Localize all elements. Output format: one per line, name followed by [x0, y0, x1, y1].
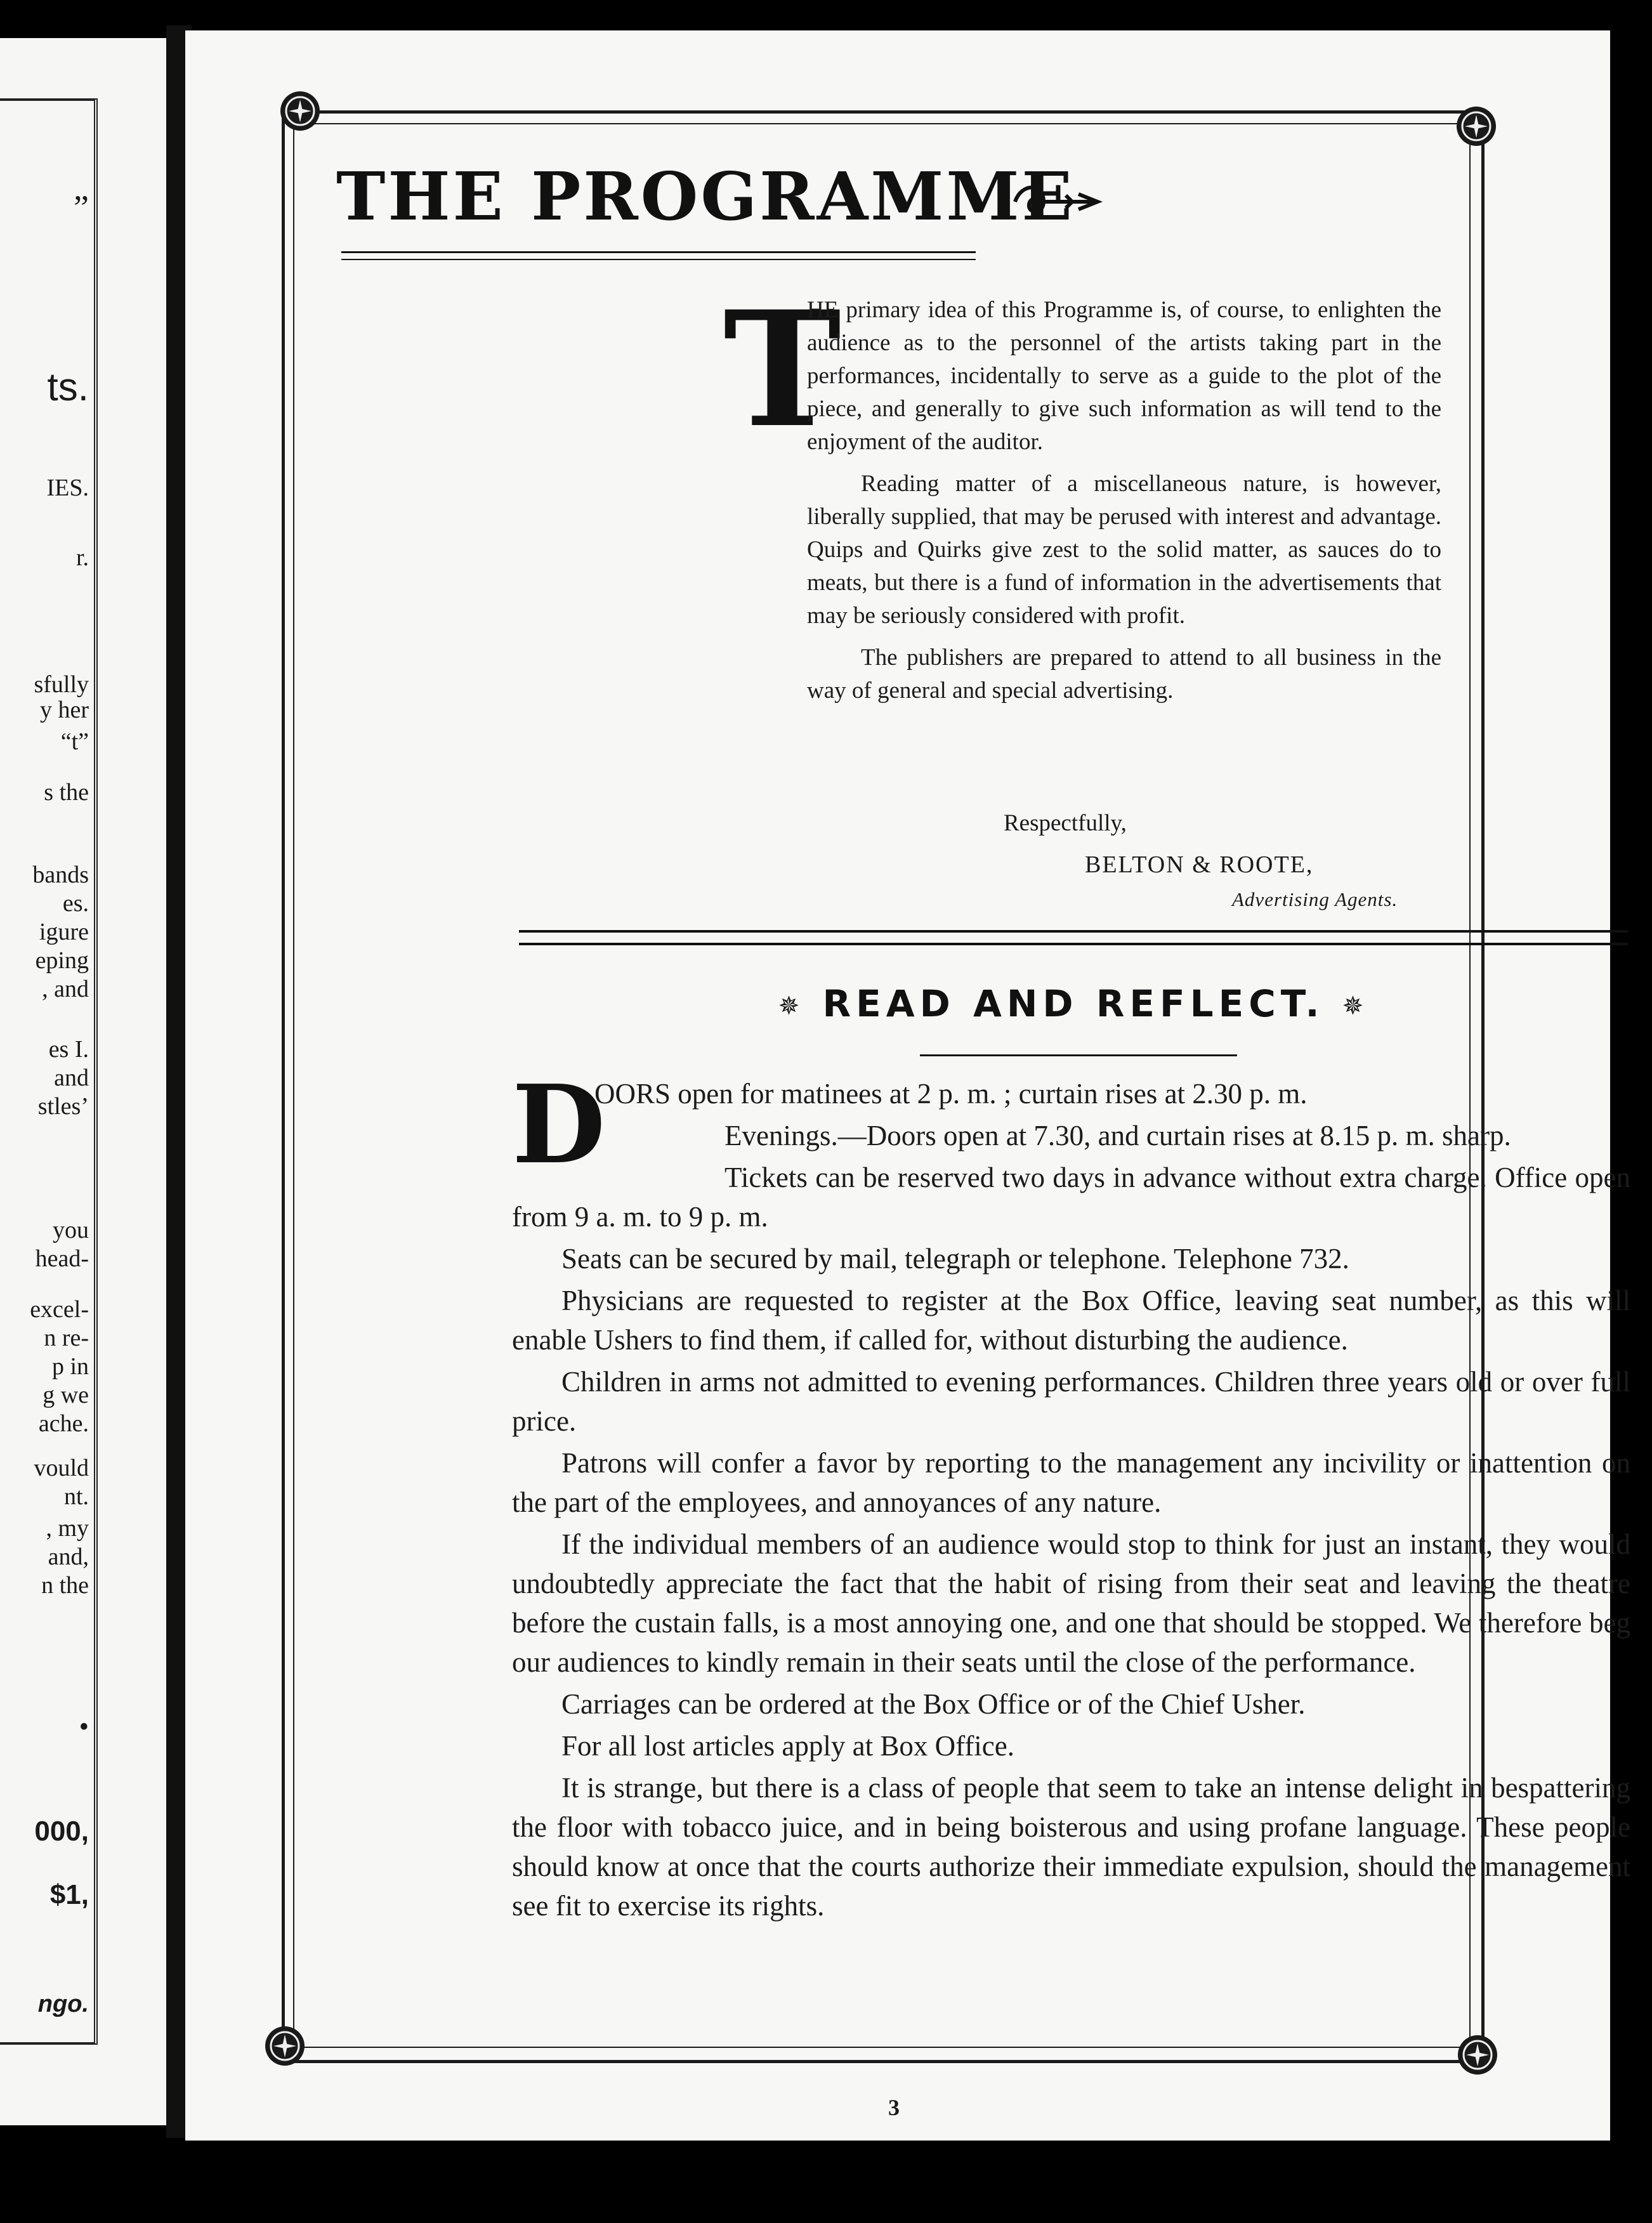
- intro-paragraph: [723, 276, 1441, 462]
- left-text-fragment: es.: [62, 890, 89, 917]
- corner-rosette-icon: [1457, 107, 1496, 146]
- notice-paragraph: For all lost articles apply at Box Office.: [561, 1730, 1015, 1762]
- left-text-fragment: head-: [35, 1245, 89, 1272]
- notice-paragraph: Physicians are requested to register at the Box Office, leaving seat number, as this will enable Ushers to find them, if called for, without disturbing the audience.: [512, 1285, 1630, 1356]
- closing-salutation: Respectfully,: [1004, 810, 1127, 836]
- left-text-fragment: 000,: [34, 1816, 89, 1847]
- left-text-fragment: bands: [32, 862, 89, 888]
- notice-paragraph: Tickets can be reserved two days in advance without extra charge. Office open from 9 a. m. to 9 p. m.: [512, 1162, 1630, 1233]
- left-text-fragment: , my: [46, 1515, 89, 1542]
- ornament-icon: ✵: [1342, 991, 1369, 1021]
- left-text-fragment: •: [79, 1711, 89, 1742]
- corner-rosette-icon: [280, 91, 320, 131]
- signature-title: Advertising Agents.: [1232, 888, 1398, 910]
- notice-paragraph: Children in arms not admitted to evening performances. Children three years old or over full price.: [512, 1366, 1630, 1437]
- left-text-fragment: and: [54, 1065, 89, 1091]
- left-text-fragment: ache.: [38, 1410, 89, 1437]
- section-title-text: READ AND REFLECT.: [822, 982, 1325, 1025]
- notice-paragraph: Patrons will confer a favor by reporting to the management any incivility or inattention on the part of the employees, and annoyances of any nature.: [512, 1447, 1630, 1518]
- left-text-fragment: n re-: [44, 1325, 89, 1351]
- left-text-fragment: IES.: [46, 475, 89, 501]
- left-text-fragment: igure: [39, 919, 89, 945]
- left-text-fragment: $1,: [49, 1879, 89, 1910]
- section-divider: [519, 943, 1628, 945]
- left-text-fragment: excel-: [30, 1296, 89, 1323]
- intro-paragraph: Reading matter of a miscellaneous nature, is however, liberally supplied, that may be perused with interest and advantage. Quips and Quirks give zest to the solid matter, as sauces do to meats, but there is a fund of information in the advertisements that may be seriously considered with profit.: [807, 471, 1441, 629]
- corner-rosette-icon: [265, 2026, 305, 2066]
- ornament-icon: ✵: [778, 991, 805, 1021]
- notice-paragraph: Seats can be secured by mail, telegraph or telephone. Telephone 732.: [561, 1243, 1349, 1275]
- title-underline: [341, 259, 976, 260]
- signature-name: BELTON & ROOTE,: [1085, 851, 1314, 878]
- left-text-fragment: and,: [48, 1544, 89, 1570]
- section-divider: [519, 930, 1628, 933]
- left-text-fragment: nt.: [63, 1483, 89, 1510]
- left-text-fragment: eping: [35, 947, 89, 974]
- left-text-fragment: n the: [41, 1572, 89, 1599]
- section-heading: [693, 982, 1454, 1025]
- left-text-fragment: “t”: [60, 728, 89, 755]
- notice-paragraph: Carriages can be ordered at the Box Office or of the Chief Usher.: [561, 1688, 1306, 1720]
- left-text-fragment: s the: [44, 779, 89, 806]
- section-underline: [920, 1054, 1237, 1056]
- left-text-fragment: y her: [39, 697, 89, 723]
- read-reflect-body: [512, 1061, 1630, 1928]
- left-text-fragment: p in: [51, 1353, 89, 1380]
- programme-header: [336, 157, 1098, 252]
- flourish-icon: [1009, 176, 1104, 227]
- left-text-fragment: r.: [75, 544, 89, 571]
- notice-paragraph-text: OORS open for matinees at 2 p. m. ; curtain rises at 2.30 p. m.: [594, 1078, 1308, 1110]
- intro-paragraph-text: HE primary idea of this Programme is, of course, to enlighten the audience as to the personnel of the artists taking part in the performances, incidentally to serve as a guide to the plot of the piece, and generally to give such information as will tend to the enjoyment of the auditor.: [807, 297, 1441, 455]
- left-text-fragment: sfully: [34, 671, 89, 698]
- left-text-fragment: stles’: [37, 1093, 89, 1120]
- left-text-fragment: g we: [43, 1382, 89, 1408]
- programme-intro: [723, 276, 1441, 716]
- notice-paragraph: Evenings.—Doors open at 7.30, and curtain rises at 8.15 p. m. sharp.: [724, 1120, 1511, 1151]
- left-text-fragment: es I.: [48, 1036, 89, 1063]
- notice-paragraph: If the individual members of an audience would stop to think for just an instant, they would undoubtedly appreciate the fact that the habit of rising from their seat and leaving the theatre before the custain falls, is a most annoying one, and one that should be stopped. We therefore beg our audiences to kindly remain in their seats until the close of the performance.: [512, 1528, 1630, 1678]
- left-text-fragment: , and: [42, 976, 89, 1002]
- left-page-fragment: [0, 38, 190, 2125]
- left-text-fragment: ngo.: [37, 1991, 89, 2017]
- left-text-fragment: vould: [34, 1455, 89, 1481]
- left-text-fragment: you: [53, 1217, 89, 1243]
- page-title: THE PROGRAMME: [336, 157, 1075, 235]
- corner-rosette-icon: [1458, 2035, 1497, 2075]
- left-text-fragment: ”: [74, 188, 89, 226]
- page-number: 3: [888, 2095, 900, 2120]
- drop-cap: D: [512, 1061, 606, 1188]
- intro-paragraph: The publishers are prepared to attend to all business in the way of general and special advertising.: [807, 645, 1441, 704]
- left-text-fragment: ts.: [47, 365, 89, 409]
- programme-page: [185, 30, 1630, 2141]
- title-underline: [341, 251, 976, 253]
- notice-paragraph: It is strange, but there is a class of people that seem to take an intense delight in bespattering the floor with tobacco juice, and in being boisterous and using profane language. These people should know at once that the courts authorize their immediate expulsion, should the management see fit to exercise its rights.: [512, 1772, 1630, 1922]
- drop-cap: T: [723, 276, 842, 462]
